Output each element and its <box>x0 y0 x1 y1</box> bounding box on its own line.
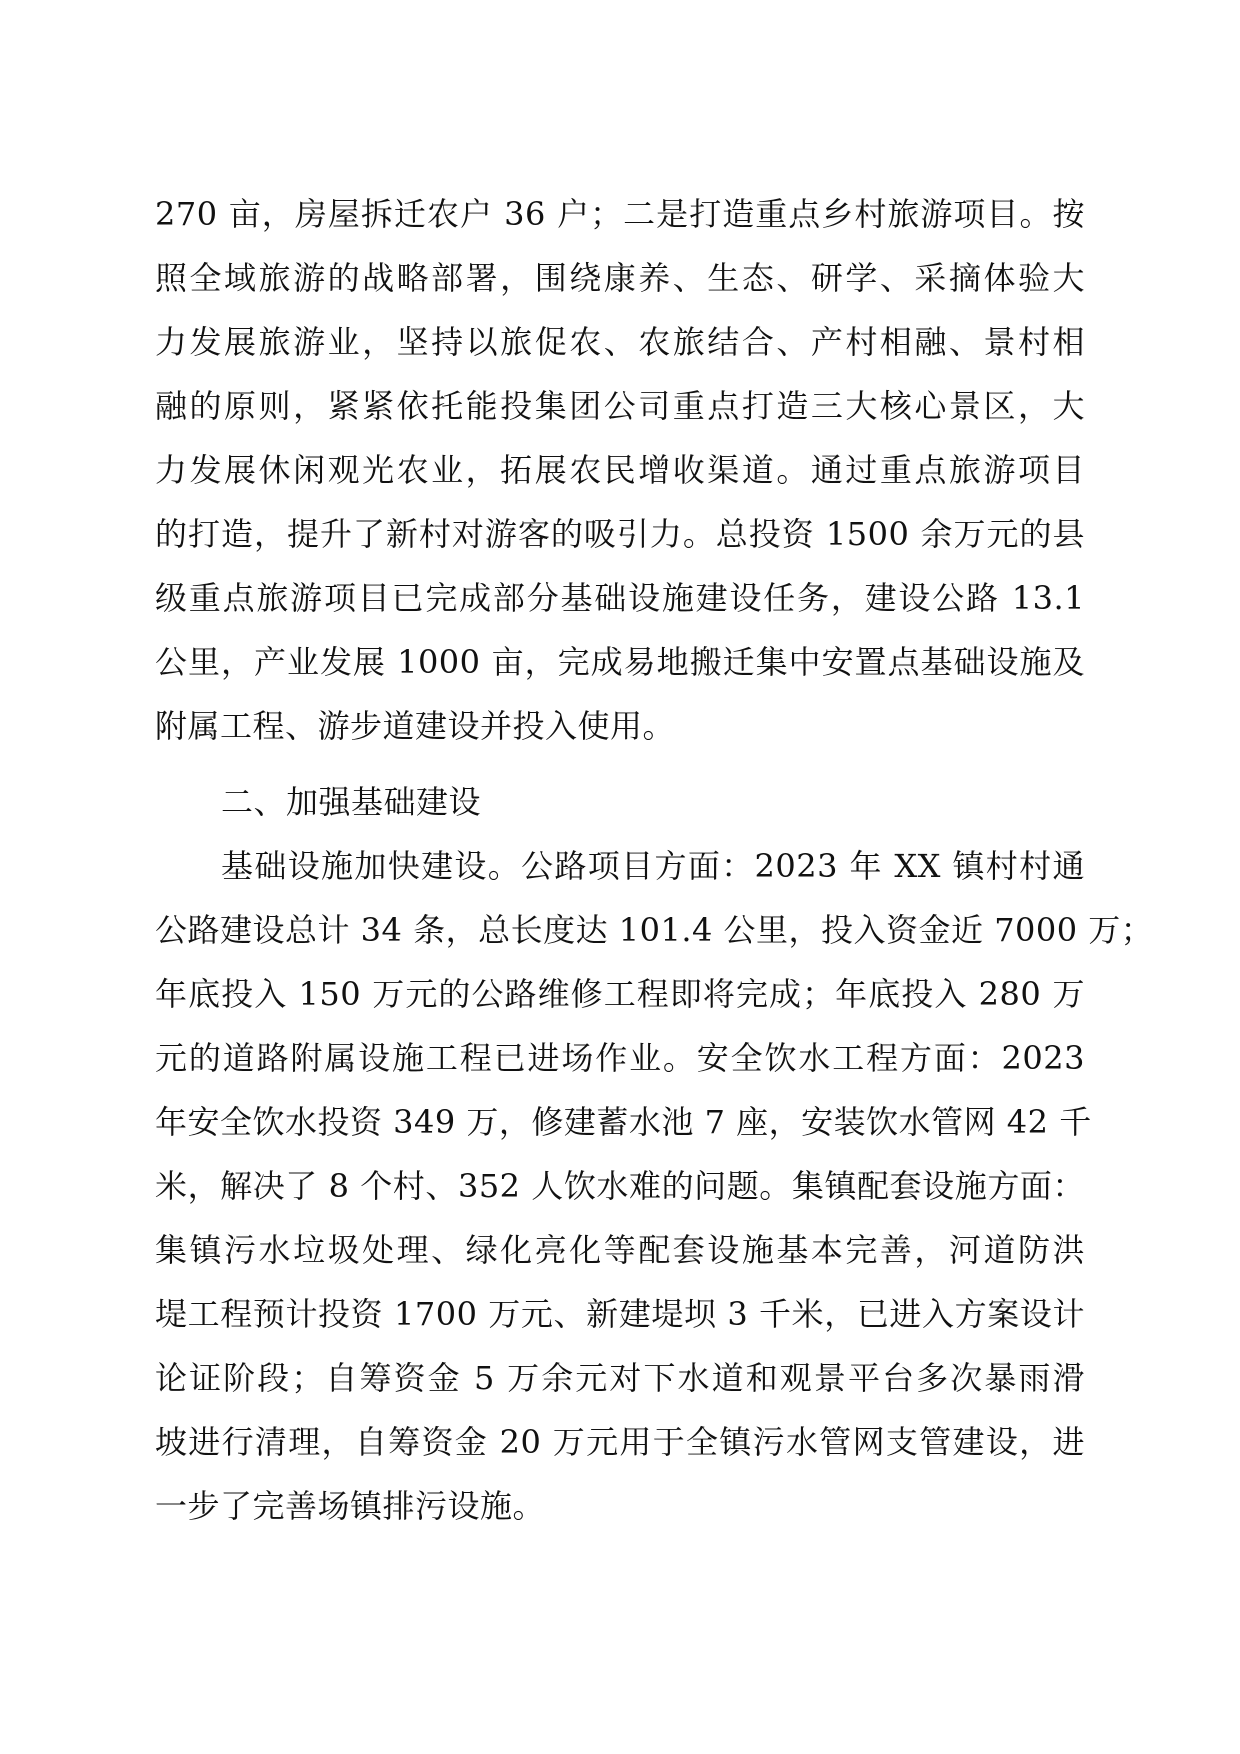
paragraph-line: 照全域旅游的战略部署，围绕康养、生态、研学、采摘体验大 <box>155 259 1085 297</box>
paragraph-line: 论证阶段；自筹资金 5 万余元对下水道和观景平台多次暴雨滑 <box>155 1359 1085 1397</box>
paragraph-line: 附属工程、游步道建设并投入使用。 <box>155 707 676 745</box>
paragraph-line: 年安全饮水投资 349 万，修建蓄水池 7 座，安装饮水管网 42 千 <box>155 1103 1092 1141</box>
paragraph-line: 力发展休闲观光农业，拓展农民增收渠道。通过重点旅游项目 <box>155 451 1085 489</box>
paragraph-line: 力发展旅游业，坚持以旅促农、农旅结合、产村相融、景村相 <box>155 323 1085 361</box>
paragraph-line: 基础设施加快建设。公路项目方面：2023 年 XX 镇村村通 <box>221 847 1085 885</box>
section-heading-block <box>155 770 1085 834</box>
paragraph-line: 公路建设总计 34 条，总长度达 101.4 公里，投入资金近 7000 万； <box>155 911 1154 949</box>
section-heading: 二、加强基础建设 <box>221 783 482 821</box>
paragraph-line: 公里，产业发展 1000 亩，完成易地搬迁集中安置点基础设施及 <box>155 643 1085 681</box>
paragraph-line: 的打造，提升了新村对游客的吸引力。总投资 1500 余万元的县 <box>155 515 1085 553</box>
paragraph-infrastructure <box>155 834 1154 1538</box>
paragraph-line: 270 亩，房屋拆迁农户 36 户；二是打造重点乡村旅游项目。按 <box>155 195 1085 233</box>
paragraph-line: 堤工程预计投资 1700 万元、新建堤坝 3 千米，已进入方案设计 <box>155 1295 1085 1333</box>
paragraph-line: 坡进行清理，自筹资金 20 万元用于全镇污水管网支管建设，进 <box>155 1423 1085 1461</box>
paragraph-line: 元的道路附属设施工程已进场作业。安全饮水工程方面：2023 <box>155 1039 1085 1077</box>
paragraph-tourism <box>155 182 1085 758</box>
paragraph-line: 集镇污水垃圾处理、绿化亮化等配套设施基本完善，河道防洪 <box>155 1231 1085 1269</box>
paragraph-line: 米，解决了 8 个村、352 人饮水难的问题。集镇配套设施方面： <box>155 1167 1085 1205</box>
paragraph-line: 年底投入 150 万元的公路维修工程即将完成；年底投入 280 万 <box>155 975 1085 1013</box>
paragraph-line: 融的原则，紧紧依托能投集团公司重点打造三大核心景区，大 <box>155 387 1085 425</box>
paragraph-line: 级重点旅游项目已完成部分基础设施建设任务，建设公路 13.1 <box>155 579 1085 617</box>
paragraph-line: 一步了完善场镇排污设施。 <box>155 1487 546 1525</box>
